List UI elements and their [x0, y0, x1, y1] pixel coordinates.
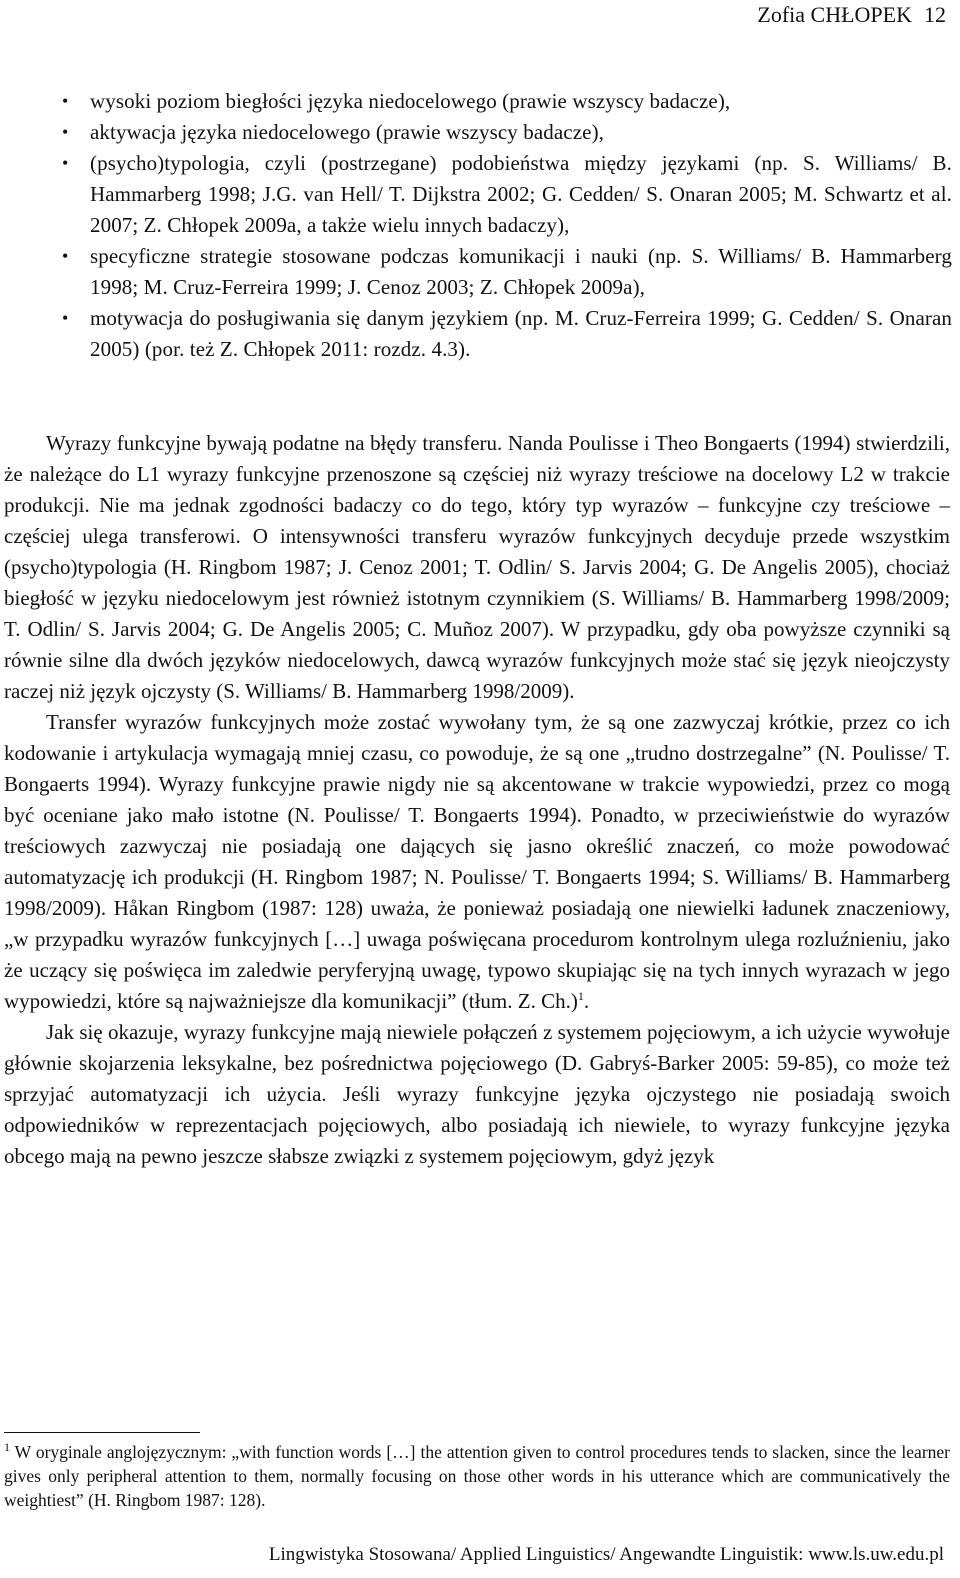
paragraph-text: Transfer wyrazów funkcyjnych może zostać wywołany tym, że są one zazwyczaj krótkie, przez co ich kodowanie i artykulacja wymagają mniej czasu, co powoduje, że są one „trudno dostrzegalne” (N. Poulisse/ T. Bongaerts 1994). Wyrazy funkcyjne prawie nigdy nie są akcentowane w trakcie wypowiedzi, przez co mogą być oceniane jako mało istotne (N. Poulisse/ T. Bongaerts 1994). Ponadto, w przeciwieństwie do wyrazów treściowych zazwyczaj nie posiadają one dających się jasno określić znaczeń, co może powodować automatyzację ich produkcji (H. Ringbom 1987; N. Poulisse/ T. Bongaerts 1994; S. Williams/ B. Hammarberg 1998/2009). Håkan Ringbom (1987: 128) uważa, że ponieważ posiadają one niewielki ładunek znaczeniowy, „w przypadku wyrazów funkcyjnych […] uwaga poświęcana procedurom kontrolnym ulega rozluźnieniu, jako że uczący się poświęca im zaledwie peryferyjną uwagę, typowo skupiając się na tych innych wyrazach w jego wypowiedzi, które są najważniejsze dla komunikacji” (tłum. Z. Ch.)	[4, 710, 950, 1013]
list-item-text: specyficzne strategie stosowane podczas komunikacji i nauki (np. S. Williams/ B. Hammarberg 1998; M. Cruz-Ferreira 1999; J. Cenoz 2003; Z. Chłopek 2009a),	[90, 244, 952, 299]
paragraph	[4, 428, 950, 707]
list-item-text: (psycho)typologia, czyli (postrzegane) podobieństwa między językami (np. S. Williams/ B. Hammarberg 1998; J.G. van Hell/ T. Dijkstra 2002; G. Cedden/ S. Onaran 2005; M. Schwartz et al. 2007; Z. Chłopek 2009a, a także wielu innych badaczy),	[90, 151, 952, 237]
bullet-icon: •	[62, 91, 69, 111]
bullet-icon: •	[62, 246, 69, 266]
list-item	[0, 241, 952, 303]
footnote-divider	[4, 1432, 200, 1433]
list-item-text: aktywacja języka niedocelowego (prawie wszyscy badacze),	[90, 120, 605, 144]
paragraph	[4, 1017, 950, 1172]
list-item	[0, 117, 952, 148]
footer-journal-text: Lingwistyka Stosowana/ Applied Linguistics/ Angewandte Linguistik: www.ls.uw.edu.pl	[268, 1544, 944, 1565]
bullet-icon: •	[62, 308, 69, 328]
footnote-number: 1	[4, 1440, 10, 1455]
body-text	[4, 428, 950, 1172]
bullet-icon: •	[62, 122, 69, 142]
paragraph-text: Jak się okazuje, wyrazy funkcyjne mają niewiele połączeń z systemem pojęciowym, a ich użycie wywołuje głównie skojarzenia leksykalne, bez pośrednictwa pojęciowego (D. Gabryś-Barker 2005: 59-85), co może też sprzyjać automatyzacji ich użycia. Jeśli wyrazy funkcyjne języka ojczystego nie posiadają swoich odpowiedników w reprezentacjach pojęciowych, albo posiadają ich niewiele, to wyrazy funkcyjne języka obcego mają na pewno jeszcze słabsze związki z systemem pojęciowym, gdyż język	[4, 1020, 950, 1168]
list-item-text: wysoki poziom biegłości języka niedocelowego (prawie wszyscy badacze),	[90, 89, 731, 113]
list-item	[0, 148, 952, 241]
list-item-text: motywacja do posługiwania się danym językiem (np. M. Cruz-Ferreira 1999; G. Cedden/ S. Onaran 2005) (por. też Z. Chłopek 2011: rozdz. 4.3).	[90, 306, 952, 361]
page-header	[0, 2, 952, 28]
page-number: 12	[924, 2, 946, 27]
paragraph-text: Wyrazy funkcyjne bywają podatne na błędy transferu. Nanda Poulisse i Theo Bongaerts (1994) stwierdzili, że należące do L1 wyrazy funkcyjne przenoszone są częściej niż wyrazy treściowe na docelowy L2 w trakcie produkcji. Nie ma jednak zgodności badaczy co do tego, który typ wyrazów – funkcyjne czy treściowe – częściej ulega transferowi. O intensywności transferu wyrazów funkcyjnych decyduje przede wszystkim (psycho)typologia (H. Ringbom 1987; J. Cenoz 2001; T. Odlin/ S. Jarvis 2004; G. De Angelis 2005), chociaż biegłość w języku niedocelowym jest również istotnym czynnikiem (S. Williams/ B. Hammarberg 1998/2009; T. Odlin/ S. Jarvis 2004; G. De Angelis 2005; C. Muñoz 2007). W przypadku, gdy oba powyższe czynniki są równie silne dla dwóch języków niedocelowych, dawcą wyrazów funkcyjnych może stać się język nieojczysty raczej niż język ojczysty (S. Williams/ B. Hammarberg 1998/2009).	[4, 431, 950, 703]
factor-bullet-list	[0, 86, 952, 365]
footnote-reference[interactable]: 1	[577, 989, 584, 1003]
footnote-text: W oryginale anglojęzycznym: „with function words […] the attention given to control procedures tends to slacken, since the learner gives only peripheral attention to them, normally focusing on those other words in his utterance which are communicatively the weightiest” (H. Ringbom 1987: 128).	[4, 1442, 951, 1510]
bullet-icon: •	[62, 153, 69, 173]
list-item	[0, 303, 952, 365]
list-item	[0, 86, 952, 117]
running-head-author: Zofia CHŁOPEK	[757, 2, 912, 27]
footnote	[4, 1440, 950, 1512]
page-footer	[0, 1543, 952, 1567]
paragraph: Transfer wyrazów funkcyjnych może zostać wywołany tym, że są one zazwyczaj krótkie, przez co ich kodowanie i artykulacja wymagają mniej czasu, co powoduje, że są one „trudno dostrzegalne” (N. Poulisse/ T. Bongaerts 1994). Wyrazy funkcyjne prawie nigdy nie są akcentowane w trakcie wypowiedzi, przez co mogą być oceniane jako mało istotne (N. Poulisse/ T. Bongaerts 1994). Ponadto, w przeciwieństwie do wyrazów treściowych zazwyczaj nie posiadają one dających się jasno określić znaczeń, co może powodować automatyzację ich produkcji (H. Ringbom 1987; N. Poulisse/ T. Bongaerts 1994; S. Williams/ B. Hammarberg 1998/2009). Håkan Ringbom (1987: 128) uważa, że ponieważ posiadają one niewielki ładunek znaczeniowy, „w przypadku wyrazów funkcyjnych […] uwaga poświęcana procedurom kontrolnym ulega rozluźnieniu, jako że uczący się poświęca im zaledwie peryferyjną uwagę, typowo skupiając się na tych innych wyrazach w jego wypowiedzi, które są najważniejsze dla komunikacji” (tłum. Z. Ch.)$^1$.	[4, 710, 950, 1013]
